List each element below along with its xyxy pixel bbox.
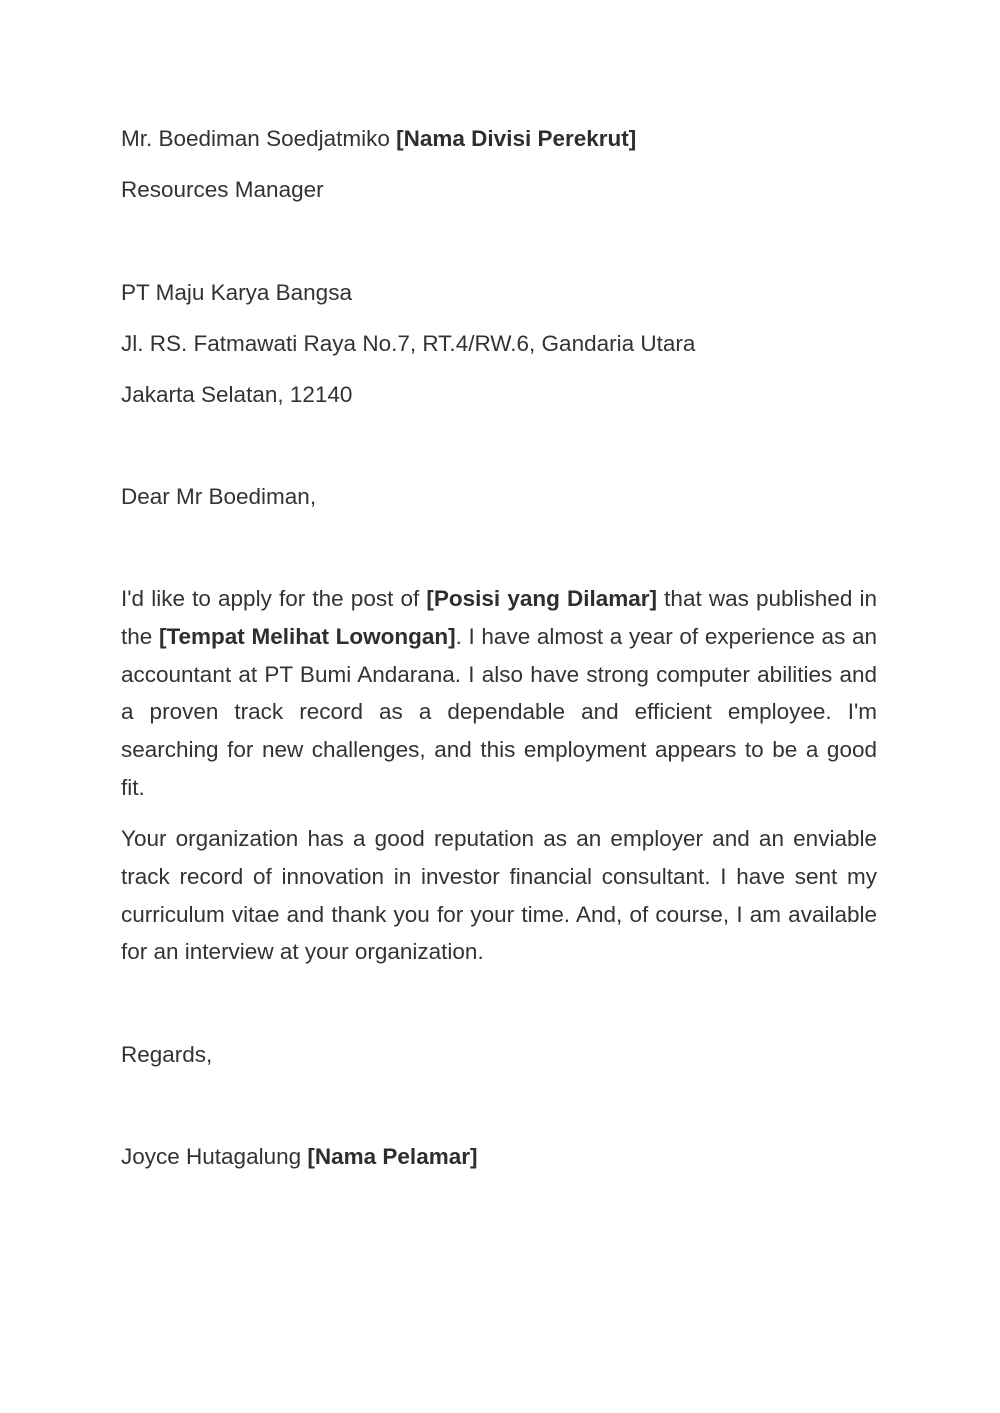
body-p1-text-3: . I have almost a year of experience as an accountant at PT Bumi Andarana. I also have strong computer abilities and a proven track record as a dependable and efficient employee. I'm searching for new challenges, and this employment appears to be a good fit. <box>121 623 878 800</box>
salutation: Dear Mr Boediman, <box>121 484 317 509</box>
vacancy-source-placeholder: [Tempat Melihat Lowongan] <box>158 623 456 649</box>
signature-line <box>121 1143 477 1171</box>
body-paragraph-2: Your organization has a good reputation as an employer and an enviable track record of innovation in investor financial consultant. I have sent my curriculum vitae and thank you for your time. And, of course, I am available for an interview at your organization. <box>121 826 877 965</box>
recipient-name-line <box>121 125 636 153</box>
position-placeholder: [Posisi yang Dilamar] <box>426 586 658 611</box>
body-p1-text-1: I'd like to apply for the post of <box>121 586 427 611</box>
body-p1-text-2: that was published in the <box>121 586 878 649</box>
signature-name: Joyce Hutagalung <box>121 1144 302 1169</box>
body-paragraph-1 <box>121 580 877 807</box>
recipient-name: Mr. Boediman Soedjatmiko <box>121 126 390 151</box>
closing: Regards, <box>121 1042 213 1067</box>
company-address-line1: Jl. RS. Fatmawati Raya No.7, RT.4/RW.6, Gandaria Utara <box>121 331 696 356</box>
recipient-name-placeholder: [Nama Divisi Perekrut] <box>396 126 637 151</box>
recipient-title: Resources Manager <box>121 177 324 202</box>
company-name: PT Maju Karya Bangsa <box>121 280 352 305</box>
company-address-line2: Jakarta Selatan, 12140 <box>121 382 353 407</box>
signature-name-placeholder: [Nama Pelamar] <box>307 1144 478 1169</box>
